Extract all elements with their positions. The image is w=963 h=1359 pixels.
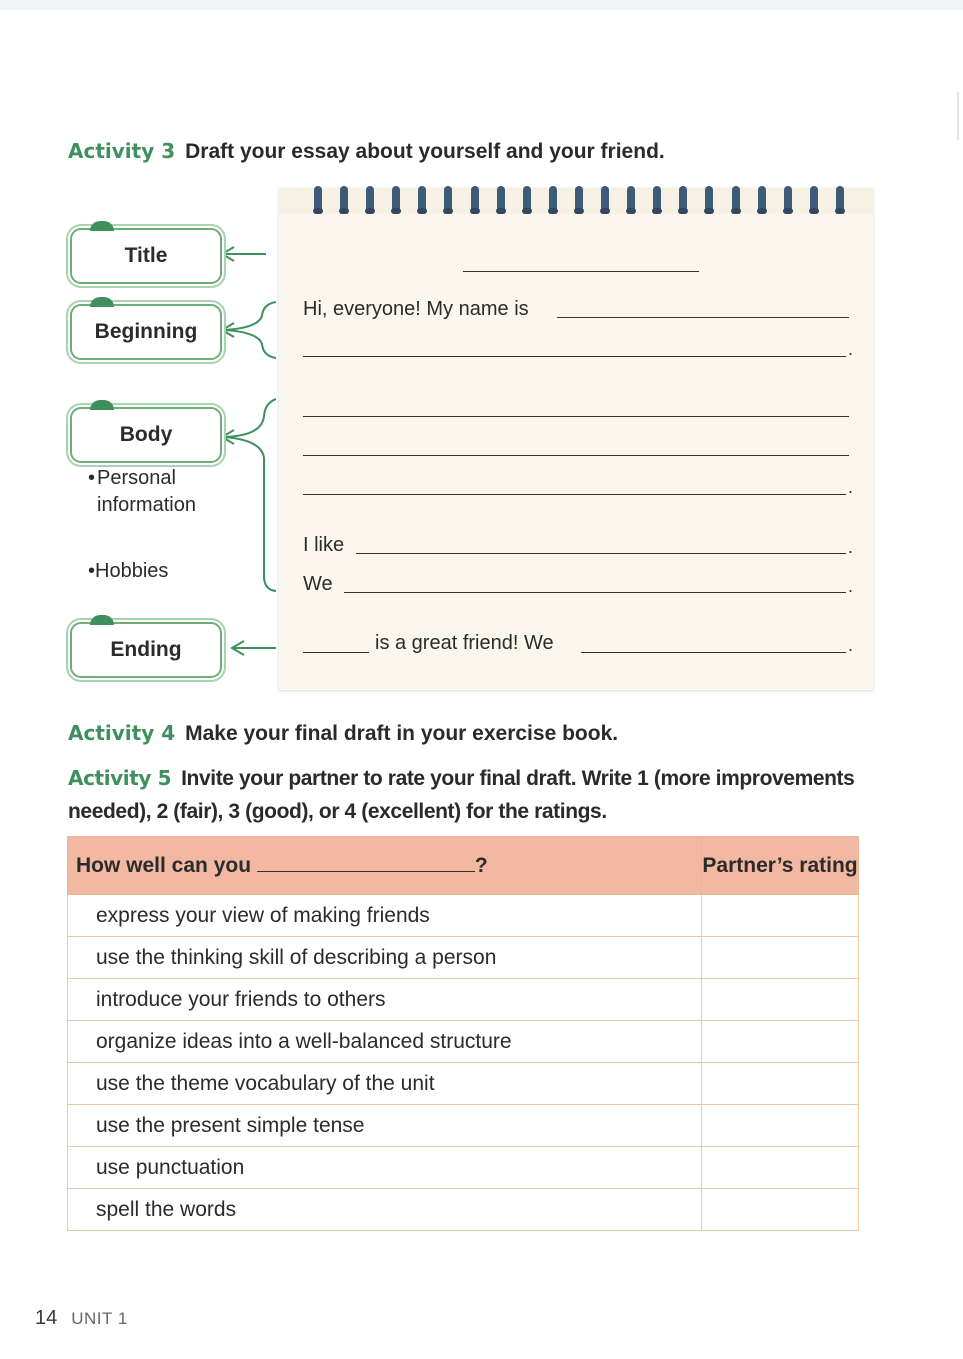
ring xyxy=(705,186,713,212)
ring xyxy=(732,186,740,212)
rating-cell[interactable] xyxy=(702,1105,859,1147)
beginning-text: Hi, everyone! My name is xyxy=(303,298,529,320)
table-row xyxy=(68,1021,859,1063)
self-rating-table xyxy=(67,836,859,1231)
ending-box-label: Ending xyxy=(110,638,182,661)
activity-4-instruction: Make your final draft in your exercise book. xyxy=(185,722,619,745)
beginning-period: . xyxy=(848,339,854,359)
skill-cell: use the thinking skill of describing a person xyxy=(68,937,702,979)
rating-cell[interactable] xyxy=(702,1147,859,1189)
beginning-box xyxy=(70,304,222,360)
question-prefix: How well can you xyxy=(76,854,252,877)
friend-name-blank[interactable] xyxy=(303,652,369,653)
rating-cell[interactable] xyxy=(702,979,859,1021)
activity-5-label: Activity 5 xyxy=(68,766,172,790)
name-blank[interactable] xyxy=(557,317,849,318)
notebook-draft-area xyxy=(279,188,873,690)
table-row xyxy=(68,1105,859,1147)
rating-cell[interactable] xyxy=(702,895,859,937)
ring xyxy=(392,186,400,212)
activity-3-label: Activity 3 xyxy=(68,139,176,163)
ending-box xyxy=(70,622,222,678)
question-header xyxy=(68,837,702,895)
ring xyxy=(471,186,479,212)
like-blank[interactable] xyxy=(356,553,846,554)
rating-header: Partner’s rating xyxy=(702,837,859,895)
like-period: . xyxy=(848,537,854,557)
we-blank[interactable] xyxy=(344,592,846,593)
body-blank-2[interactable] xyxy=(303,455,849,456)
table-header-row xyxy=(68,837,859,895)
title-box xyxy=(70,228,222,284)
title-blank[interactable] xyxy=(463,271,699,272)
rating-cell[interactable] xyxy=(702,937,859,979)
activity-4-heading xyxy=(68,721,618,746)
body-blank-1[interactable] xyxy=(303,416,849,417)
table-row xyxy=(68,979,859,1021)
ring xyxy=(758,186,766,212)
body-box xyxy=(70,407,222,463)
body-brace xyxy=(224,399,276,591)
page-number: 14 xyxy=(35,1307,58,1329)
skill-cell: use the present simple tense xyxy=(68,1105,702,1147)
beginning-blank-2[interactable] xyxy=(303,356,846,357)
question-suffix: ? xyxy=(474,854,488,877)
question-blank[interactable] xyxy=(257,853,475,872)
ending-blank[interactable] xyxy=(581,652,846,653)
body-bullet-personal: • Personal information xyxy=(88,467,196,516)
we-period: . xyxy=(848,576,854,596)
ring xyxy=(497,186,505,212)
table-row xyxy=(68,1189,859,1231)
beginning-brace xyxy=(224,302,276,358)
ring xyxy=(601,186,609,212)
skill-cell: express your view of making friends xyxy=(68,895,702,937)
table-row xyxy=(68,895,859,937)
skill-cell: introduce your friends to others xyxy=(68,979,702,1021)
ring xyxy=(523,186,531,212)
title-box-tab xyxy=(90,221,114,231)
ring xyxy=(653,186,661,212)
activity-5-instruction: Invite your partner to rate your final draft. Write 1 (more improvements needed), 2 (fair), 3 (good), or 4 (excellent) for the ratings. xyxy=(68,767,855,823)
ending-box-tab xyxy=(90,615,114,625)
table-row xyxy=(68,1063,859,1105)
skill-cell: spell the words xyxy=(68,1189,702,1231)
spiral-rings xyxy=(314,186,844,216)
body-period-1: . xyxy=(848,477,854,497)
activity-3-instruction: Draft your essay about yourself and your friend. xyxy=(185,140,665,163)
rating-cell[interactable] xyxy=(702,1021,859,1063)
ring xyxy=(549,186,557,212)
ring xyxy=(340,186,348,212)
skill-cell: use punctuation xyxy=(68,1147,702,1189)
ring xyxy=(784,186,792,212)
body-box-label: Body xyxy=(119,423,173,446)
ring xyxy=(314,186,322,212)
ring xyxy=(810,186,818,212)
ending-text: is a great friend! We xyxy=(375,632,554,654)
body-blank-3[interactable] xyxy=(303,494,846,495)
ending-period: . xyxy=(848,635,854,655)
beginning-box-tab xyxy=(90,297,114,307)
we-text: We xyxy=(303,573,333,595)
ring xyxy=(836,186,844,212)
ring xyxy=(627,186,635,212)
activity-4-label: Activity 4 xyxy=(68,721,176,745)
table-row xyxy=(68,1147,859,1189)
unit-label: UNIT 1 xyxy=(71,1309,128,1328)
rating-cell[interactable] xyxy=(702,1189,859,1231)
skill-cell: use the theme vocabulary of the unit xyxy=(68,1063,702,1105)
beginning-box-label: Beginning xyxy=(94,320,198,343)
rating-cell[interactable] xyxy=(702,1063,859,1105)
ring xyxy=(444,186,452,212)
body-box-tab xyxy=(90,400,114,410)
title-box-label: Title xyxy=(124,244,168,267)
body-bullet-hobbies: •Hobbies xyxy=(88,560,169,582)
page-footer xyxy=(35,1307,128,1330)
ring xyxy=(679,186,687,212)
activity-5-heading xyxy=(68,762,898,828)
ring xyxy=(366,186,374,212)
ring xyxy=(418,186,426,212)
skill-cell: organize ideas into a well-balanced structure xyxy=(68,1021,702,1063)
table-row xyxy=(68,937,859,979)
ring xyxy=(575,186,583,212)
like-text: I like xyxy=(303,534,345,556)
